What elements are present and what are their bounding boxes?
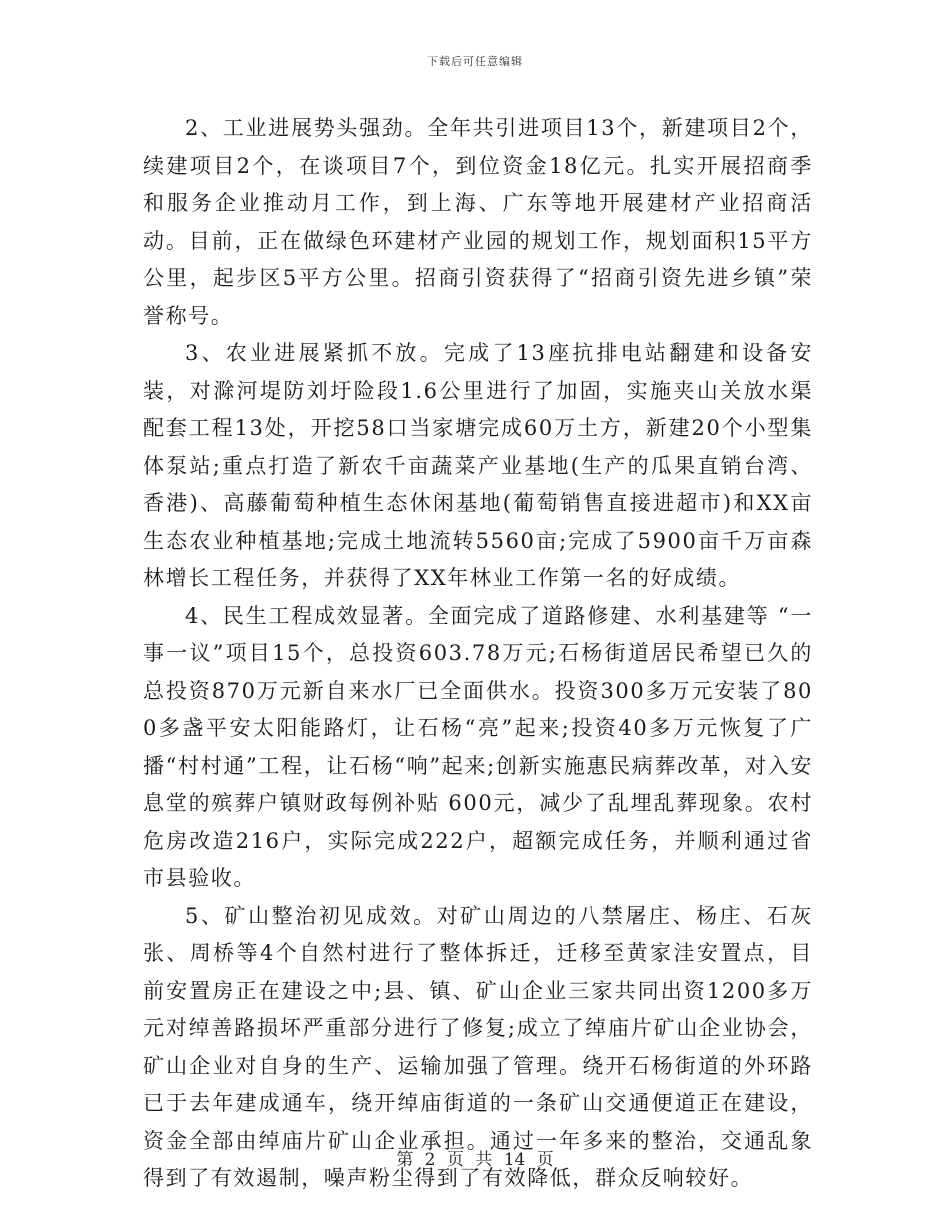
paragraph-livelihood: 4、民生工程成效显著。全面完成了道路修建、水利基建等 “一事一议”项目15个，总投资603.78万元;石杨街道居民希望已久的总投资870万元新自来水厂已全面供水。投资300多万元安装了800多盏平安太阳能路灯，让石杨“亮”起来;投资40多万元恢复了广播“村村通”工程，让石杨“响”起来;创新实施惠民病葬改革，对入安息堂的殡葬户镇财政每例补贴 600元，减少了乱埋乱葬现象。农村危房改造216户，实际完成222户，超额完成任务，并顺利通过省市县验收。 [143, 603, 813, 890]
page-number: 第 2 页 共 14 页 [396, 1150, 554, 1170]
paragraph-agriculture: 3、农业进展紧抓不放。完成了13座抗排电站翻建和设备安装，对滁河堤防刘圩险段1.6公里进行了加固，实施夹山关放水渠配套工程13处，开挖58口当家塘完成60万土方，新建20个小型集体泵站;重点打造了新农千亩蔬菜产业基地(生产的瓜果直销台湾、香港)、高藤葡萄种植生态休闲基地(葡萄销售直接进超市)和XX亩生态农业种植基地;完成土地流转5560亩;完成了5900亩千万亩森林增长工程任务，并获得了XX年林业工作第一名的好成绩。 [143, 341, 813, 590]
document-body [143, 110, 813, 1198]
paragraph-mining: 5、矿山整治初见成效。对矿山周边的八禁屠庄、杨庄、石灰张、周桥等4个自然村进行了整体拆迁，迁移至黄家洼安置点，目前安置房正在建设之中;县、镇、矿山企业三家共同出资1200多万元对绰善路损坏严重部分进行了修复;成立了绰庙片矿山企业协会，矿山企业对自身的生产、运输加强了管理。绕开石杨街道的外环路已于去年建成通车，绕开绰庙街道的一条矿山交通便道正在建设，资金全部由绰庙片矿山企业承担。通过一年多来的整治，交通乱象得到了有效遏制，噪声粉尘得到了有效降低，群众反响较好。 [143, 903, 813, 1190]
page-header: 下载后可任意编辑 [427, 55, 523, 68]
paragraph-industry: 2、工业进展势头强劲。全年共引进项目13个，新建项目2个，续建项目2个，在谈项目7个，到位资金18亿元。扎实开展招商季和服务企业推动月工作，到上海、广东等地开展建材产业招商活动。目前，正在做绿色环建材产业园的规划工作，规划面积15平方公里，起步区5平方公里。招商引资获得了“招商引资先进乡镇”荣誉称号。 [143, 116, 813, 328]
